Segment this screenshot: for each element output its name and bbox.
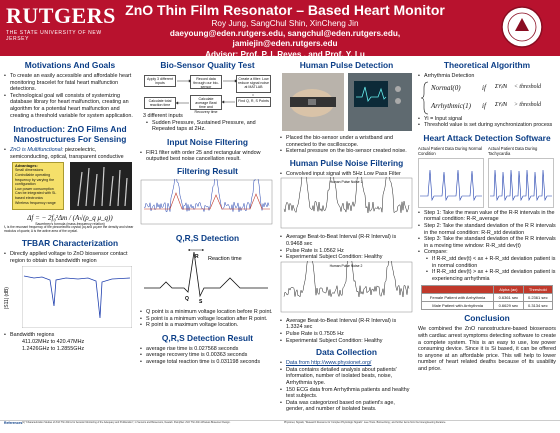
motivation-bullet: • To create an easily accessible and affordable heart monitoring bracelet for fatal heart malfunction detections. bbox=[4, 73, 136, 93]
advantage-item: Wireless frequency range bbox=[15, 200, 56, 205]
qrs-bullet: • S point is a minimum voltage location after R point. bbox=[140, 316, 275, 323]
peak-q-label: Q bbox=[185, 295, 189, 302]
theory-equations bbox=[418, 80, 556, 116]
advantage-item: Low power consumption bbox=[15, 186, 54, 191]
caption-normal: Actual Patient Data During Normal Condition bbox=[418, 145, 483, 156]
data-bullet: • Data contains detailed analysis about patients' information, number of isolated beats, noise, Arrhythmia type. bbox=[280, 367, 413, 387]
poster-header bbox=[0, 0, 560, 59]
flow-step: Create a filter: Low reduce signal noise at MATLAB bbox=[236, 75, 271, 93]
inputs-list: • Sudden Pressure, Sustained Pressure, and Repeated taps at 2Hz. bbox=[146, 120, 275, 133]
advantage-item: Controllable operating frequency by varying the configuration bbox=[15, 172, 55, 187]
university-seal-icon bbox=[500, 5, 544, 49]
plot1-title: Human Pulse Noise 1 bbox=[329, 180, 363, 185]
pulse-noise-plot-2 bbox=[280, 261, 413, 313]
pulse-photos bbox=[280, 73, 413, 133]
bandwidth-list bbox=[4, 339, 136, 352]
pulse-stat: • Experimental Subject Condition: Healthy bbox=[280, 254, 413, 261]
tfbar-figure bbox=[4, 266, 136, 330]
qrs-bullet: • R point is a maximum voltage location. bbox=[140, 322, 275, 329]
qrs-waveform-diagram bbox=[140, 246, 273, 304]
patient-data-figures bbox=[418, 146, 556, 210]
plot2-title: Human Pulse Noise 2 bbox=[329, 263, 363, 268]
table-row bbox=[422, 294, 553, 302]
condition-less: < threshold bbox=[514, 83, 542, 90]
poster-title: ZnO Thin Film Resonator – Based Heart Monitor bbox=[125, 2, 445, 18]
peak-s-label: S bbox=[199, 298, 203, 304]
summation-formula-icon bbox=[492, 80, 514, 116]
table-cell: 0.3134 sec bbox=[523, 302, 552, 310]
advantages-box bbox=[12, 162, 64, 210]
advantages-list bbox=[15, 168, 61, 205]
qrs-title: Q,R,S Detection bbox=[175, 232, 240, 243]
flow-step: Calculate average Beat time and Recovery time bbox=[190, 95, 222, 110]
qrs-result-bullet: • average recovery time is 0.00363 seconds bbox=[140, 352, 275, 359]
logo-wordmark: RUTGERS bbox=[6, 3, 116, 28]
biosensor-title: Bio-Sensor Quality Test bbox=[160, 60, 255, 70]
inputs-count: 3 different inputs bbox=[143, 113, 183, 119]
data-bullet: • 150 ECG data from Arrhythmia patients and healthy test subjects. bbox=[280, 387, 413, 400]
normal-ecg-plot bbox=[418, 158, 484, 208]
table-header-row bbox=[422, 286, 553, 294]
advantages-title: Advantages: bbox=[15, 164, 38, 169]
table-cell: 0.2361 sec bbox=[523, 294, 552, 302]
sauerbrey-formula: Δf = − 2f₀²Δm / (A√(ρ_q μ_q)) bbox=[27, 214, 113, 223]
arrhythmic-label: Arrhythmic(1) bbox=[431, 101, 471, 110]
normal-label: Normal(0) bbox=[431, 83, 461, 92]
algorithm-step: • Compare: bbox=[418, 249, 556, 256]
qrs-result-title: Q,R,S Detection Result bbox=[161, 332, 254, 343]
column-3 bbox=[280, 58, 413, 413]
noise-bullet: • FIR1 filter with order 25 and rectangular window outputted best noise cancellation result. bbox=[140, 150, 275, 163]
theory-note: • Yi = Input signal bbox=[418, 116, 556, 123]
data-bullet: • Data was categorized based on patient's age, gender, and number of isolated beats. bbox=[280, 400, 413, 413]
if-word: if bbox=[482, 101, 486, 110]
data-source-text: Data from http://www.physionet.org/ bbox=[286, 360, 372, 367]
pulse-filter-bullet: • Convolved input signal with 5Hz Low Pass Filter bbox=[280, 171, 413, 178]
oscilloscope-photo bbox=[348, 73, 412, 131]
table-header-cell bbox=[422, 286, 494, 294]
threshold-table bbox=[421, 285, 553, 310]
motivation-bullet: • Technological goal will consists of systemizing database library for heart malfunction, creating an algorithm for a potential heart malfunction and creating a threshold variable for system application. bbox=[4, 93, 136, 119]
heart-attack-title: Heart Attack Detection Software bbox=[423, 132, 551, 143]
data-source-link[interactable] bbox=[280, 360, 413, 367]
formula-variables: f₀ is the resonant frequency of the piezoelectric crystal; ρq and μq are the density and shear modulus of quartz; A is the active area of the crystal. bbox=[4, 225, 134, 234]
advantage-item: Can be integrated with Si-based electronics bbox=[15, 191, 57, 200]
pulse-stat: • Average Beat-to-Beat Interval (R-R Interval) is 0.9468 sec bbox=[280, 234, 413, 247]
references-right: Physionet, Signals; "Research Resource for Complex Physiologic Signals". Ieee Trans. Biomed Eng.; and further items from the bioengineering literature. bbox=[284, 421, 446, 424]
table-header-cell: Alpha (ax) bbox=[494, 286, 523, 294]
table-row bbox=[422, 302, 553, 310]
pulse-stat: • Pulse Rate is 1.0562 Hz bbox=[280, 248, 413, 255]
filtering-result-plot bbox=[140, 179, 273, 225]
algorithm-substep: • If R-R_std dev(t) < ax + R-R_std deviation patient is in normal condition bbox=[426, 256, 556, 269]
flow-step: Record data through our bio-sensor bbox=[190, 75, 222, 89]
column-4 bbox=[418, 58, 556, 372]
conclusion-text: We combined the ZnO nanostructure-based biosensors with cardiac arrest symptoms detecting software to create a complete system. This is an easy to use, low power consuming device. Since it is Si based, it can be offered to anyone at an affordable price. This will help to lower number of heart related deaths because of its usability and price. bbox=[418, 326, 556, 372]
pulse-title: Human Pulse Detection bbox=[299, 60, 394, 70]
biosensor-flowchart bbox=[140, 73, 275, 113]
bandwidth-range: 411.02MHz to 420.47MHz bbox=[22, 338, 85, 345]
advisor-line: Advisor: Prof. P. I. Reyes , and Prof. Y. Lu bbox=[205, 49, 365, 59]
flow-step: Calculate total reaction time bbox=[144, 97, 176, 109]
table-header-cell: Threshold bbox=[523, 286, 552, 294]
wristband-photo bbox=[282, 73, 344, 131]
qrs-result-bullet: • average rise time is 0.027568 seconds bbox=[140, 346, 275, 353]
reaction-time-label: Reaction time bbox=[208, 255, 242, 262]
peak-r-label: R bbox=[195, 253, 199, 260]
references-title: References bbox=[4, 421, 23, 425]
rutgers-logo bbox=[6, 3, 116, 52]
algorithm-step: • Step 2: Take the standard deviation of the R R intervals in the normal condition: R-R_std deviation bbox=[418, 223, 556, 236]
bandwidth-label: • Bandwidth regions bbox=[4, 332, 136, 339]
qrs-bullet: • Q point is a minimum voltage location before R point. bbox=[140, 309, 275, 316]
filtering-title: Filtering Result bbox=[177, 165, 238, 176]
caption-tachycardia: Actual Patient Data During Tachycardia bbox=[488, 145, 538, 156]
intro-lead-emphasis: ZnO is Multifunctional: bbox=[10, 147, 64, 154]
table-cell: Female Patient with Arrhythmia bbox=[422, 294, 494, 302]
table-cell: 0.6629 sec bbox=[494, 302, 523, 310]
pulse-stat: • Pulse Rate is 0.7505 Hz bbox=[280, 331, 413, 338]
formula-caption: Sauerbrey's formula (mass-frequency relation) bbox=[35, 222, 105, 227]
tfbar-title: TFBAR Characterization bbox=[21, 238, 119, 249]
pulse-stat: • Experimental Subject Condition: Healthy bbox=[280, 338, 413, 345]
theory-note: • Threshold value is set during synchronization process bbox=[418, 122, 556, 129]
tfbar-response-plot bbox=[22, 266, 132, 328]
references-left: [1] "Characterization Studies of ZnO Thin Films for Acoustic Monitoring of the Adequacy and Proliferation", in Sensors and Biosensors, Newark. Pamphlet: ZnO Thin Film Wireless Biosensor Design. bbox=[22, 421, 231, 424]
svg-text:ΣYᵢ/N: ΣYᵢ/N bbox=[495, 101, 507, 108]
pulse-bullet: • External pressure on the bio-sensor created noise. bbox=[280, 148, 413, 155]
pulse-filter-title: Human Pulse Noise Filtering bbox=[289, 157, 404, 168]
pulse-bullet: • Placed the bio-sensor under a wristband and connected to the oscilloscope. bbox=[280, 135, 413, 148]
intro-figure bbox=[4, 162, 136, 212]
qrs-result-bullet: • average total reaction time is 0.031198 seconds bbox=[140, 359, 275, 366]
theory-title: Theoretical Algorithm bbox=[443, 60, 531, 70]
tfbar-bullet: • Directly applied voltage to ZnO biosensor contact region to obtain its bandwidth region bbox=[4, 251, 136, 264]
author-emails: daeyoung@eden.rutgers.edu, sangchul@eden.rutgers.edu, jamiejin@eden.rutgers.edu bbox=[169, 29, 401, 49]
flow-step: Apply 3 different inputs bbox=[144, 75, 176, 87]
pulse-noise-plot-1 bbox=[280, 177, 413, 229]
column-2 bbox=[140, 58, 275, 366]
svg-text:ΣYᵢ/N: ΣYᵢ/N bbox=[495, 83, 507, 90]
title-block bbox=[120, 2, 450, 60]
algorithm-step: • Step 3: Take the standard deviation of the R R intervals in a moving time window: R-R_std dev(t) bbox=[418, 236, 556, 249]
authors: Roy Jung, SangChul Shin, XinCheng Jin bbox=[211, 19, 359, 28]
logo-subtitle: THE STATE UNIVERSITY OF NEW JERSEY bbox=[6, 30, 102, 42]
algorithm-substep: • If R-R_std dev(t) > ax + R-R_std deviation patient is experiencing arrhythmia bbox=[426, 269, 556, 282]
noise-title: Input Noise Filtering bbox=[167, 136, 248, 147]
zno-nanostructure-image bbox=[70, 162, 132, 210]
theory-bullet: • Arrhythmia Detection bbox=[418, 73, 556, 80]
pulse-stat: • Average Beat-to-Beat Interval (R-R Interval) is 1.3324 sec bbox=[280, 318, 413, 331]
intro-lead bbox=[4, 147, 136, 160]
flow-arrows bbox=[140, 73, 275, 113]
flow-step: Find Q, R, S Points bbox=[236, 97, 271, 107]
advantage-item: Small dimensions bbox=[15, 168, 44, 173]
table-cell: 0.6361 sec bbox=[494, 294, 523, 302]
tachycardia-ecg-plot bbox=[488, 158, 554, 208]
if-word: if bbox=[482, 83, 486, 92]
column-1 bbox=[4, 58, 136, 352]
references-footer bbox=[0, 420, 560, 433]
intro-lead-rest: piezoelectric, semiconducting, optical, transparent conductive bbox=[10, 147, 124, 160]
table-cell: Male Patient with Arrhythmia bbox=[422, 302, 494, 310]
data-collection-title: Data Collection bbox=[316, 347, 377, 358]
condition-greater: > threshold bbox=[514, 101, 542, 108]
intro-title: Introduction: ZnO Films And Nanostructures For Sensing bbox=[13, 124, 127, 145]
algorithm-step: • Step 1: Take the mean value of the R-R intervals in the normal condition: R-R_average bbox=[418, 210, 556, 223]
s11-axis-label: |S11| (dB) bbox=[4, 287, 10, 310]
motivations-title: Motivations And Goals bbox=[24, 60, 116, 70]
bandwidth-range: 1.2426GHz to 1.2855GHz bbox=[22, 345, 85, 352]
conclusion-title: Conclusion bbox=[464, 313, 510, 324]
